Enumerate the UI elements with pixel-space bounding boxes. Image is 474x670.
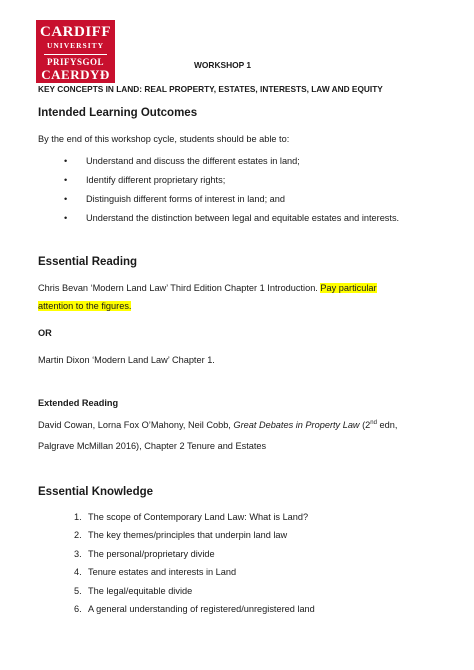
reading-dixon: Martin Dixon ‘Modern Land Law’ Chapter 1.: [38, 355, 215, 365]
list-item: [74, 567, 315, 585]
knowledge-text: The key themes/principles that underpin land law: [88, 530, 288, 541]
workshop-subtitle: KEY CONCEPTS IN LAND: REAL PROPERTY, ESTATES, INTERESTS, LAW AND EQUITY: [38, 84, 383, 94]
workshop-title: WORKSHOP 1: [194, 60, 252, 70]
logo-line-caerdydd: CAERDYÐ: [41, 66, 110, 82]
bullet-icon: •: [64, 156, 68, 166]
outcomes-list: [64, 156, 399, 232]
knowledge-text: A general understanding of registered/unregistered land: [88, 603, 315, 614]
outcomes-intro: By the end of this workshop cycle, students should be able to:: [38, 134, 290, 144]
logo-line-university: UNIVERSITY: [46, 41, 105, 50]
outcome-text: Understand the distinction between legal and equitable estates and interests.: [86, 213, 400, 223]
reading-cowan-publisher: Palgrave McMillan 2016), Chapter 2 Tenure and Estates: [38, 441, 267, 451]
bullet-icon: •: [64, 213, 68, 223]
knowledge-text: The legal/equitable divide: [88, 585, 193, 596]
cardiff-university-logo: [36, 20, 115, 83]
list-item: [64, 156, 399, 175]
list-item: [64, 175, 399, 194]
item-number: 2.: [74, 530, 82, 541]
outcome-text: Distinguish different forms of interest in land; and: [86, 194, 285, 204]
essential-knowledge-heading: Essential Knowledge: [38, 486, 154, 498]
reading-cowan-title: Great Debates in Property Law: [233, 420, 360, 430]
outcomes-heading: Intended Learning Outcomes: [38, 107, 198, 119]
logo-line-prifysgol: PRIFYSGOL: [46, 56, 104, 67]
reading-bevan-continued: [38, 301, 131, 311]
logo-line-cardiff: CARDIFF: [40, 24, 111, 40]
list-item: [64, 213, 399, 232]
bullet-icon: •: [64, 175, 68, 185]
knowledge-text: The scope of Contemporary Land Law: What is Land?: [88, 512, 309, 522]
list-item: [74, 604, 315, 622]
item-number: 6.: [74, 603, 82, 614]
bullet-icon: •: [64, 194, 68, 204]
knowledge-list: [74, 512, 315, 622]
extended-reading-heading: Extended Reading: [38, 398, 119, 408]
knowledge-text: Tenure estates and interests in Land: [88, 567, 237, 578]
reading-cowan-authors: David Cowan, Lorna Fox O’Mahony, Neil Cobb,: [38, 420, 234, 430]
essential-reading-heading: Essential Reading: [38, 256, 138, 268]
knowledge-text: The personal/proprietary divide: [88, 548, 215, 559]
reading-bevan-text: Chris Bevan ‘Modern Land Law’ Third Edition Chapter 1 Introduction.: [38, 283, 321, 293]
item-number: 3.: [74, 548, 82, 559]
list-item: [74, 512, 315, 530]
highlighted-note: Pay particular: [320, 283, 377, 293]
list-item: [74, 549, 315, 567]
or-separator: OR: [38, 328, 52, 338]
reading-cowan-edition-close: edn,: [376, 420, 398, 430]
reading-cowan: [38, 420, 397, 430]
outcome-text: Identify different proprietary rights;: [86, 175, 226, 185]
list-item: [64, 194, 399, 213]
reading-cowan-edition-sup: nd: [370, 419, 377, 426]
list-item: [74, 530, 315, 548]
logo-divider: [44, 54, 107, 55]
highlighted-note-continued: attention to the figures.: [38, 301, 132, 311]
list-item: [74, 586, 315, 604]
reading-bevan: [38, 283, 377, 293]
item-number: 5.: [74, 585, 82, 596]
item-number: 1.: [74, 512, 82, 522]
item-number: 4.: [74, 567, 82, 578]
reading-cowan-edition-open: (2: [359, 420, 371, 430]
outcome-text: Understand and discuss the different estates in land;: [86, 156, 300, 166]
